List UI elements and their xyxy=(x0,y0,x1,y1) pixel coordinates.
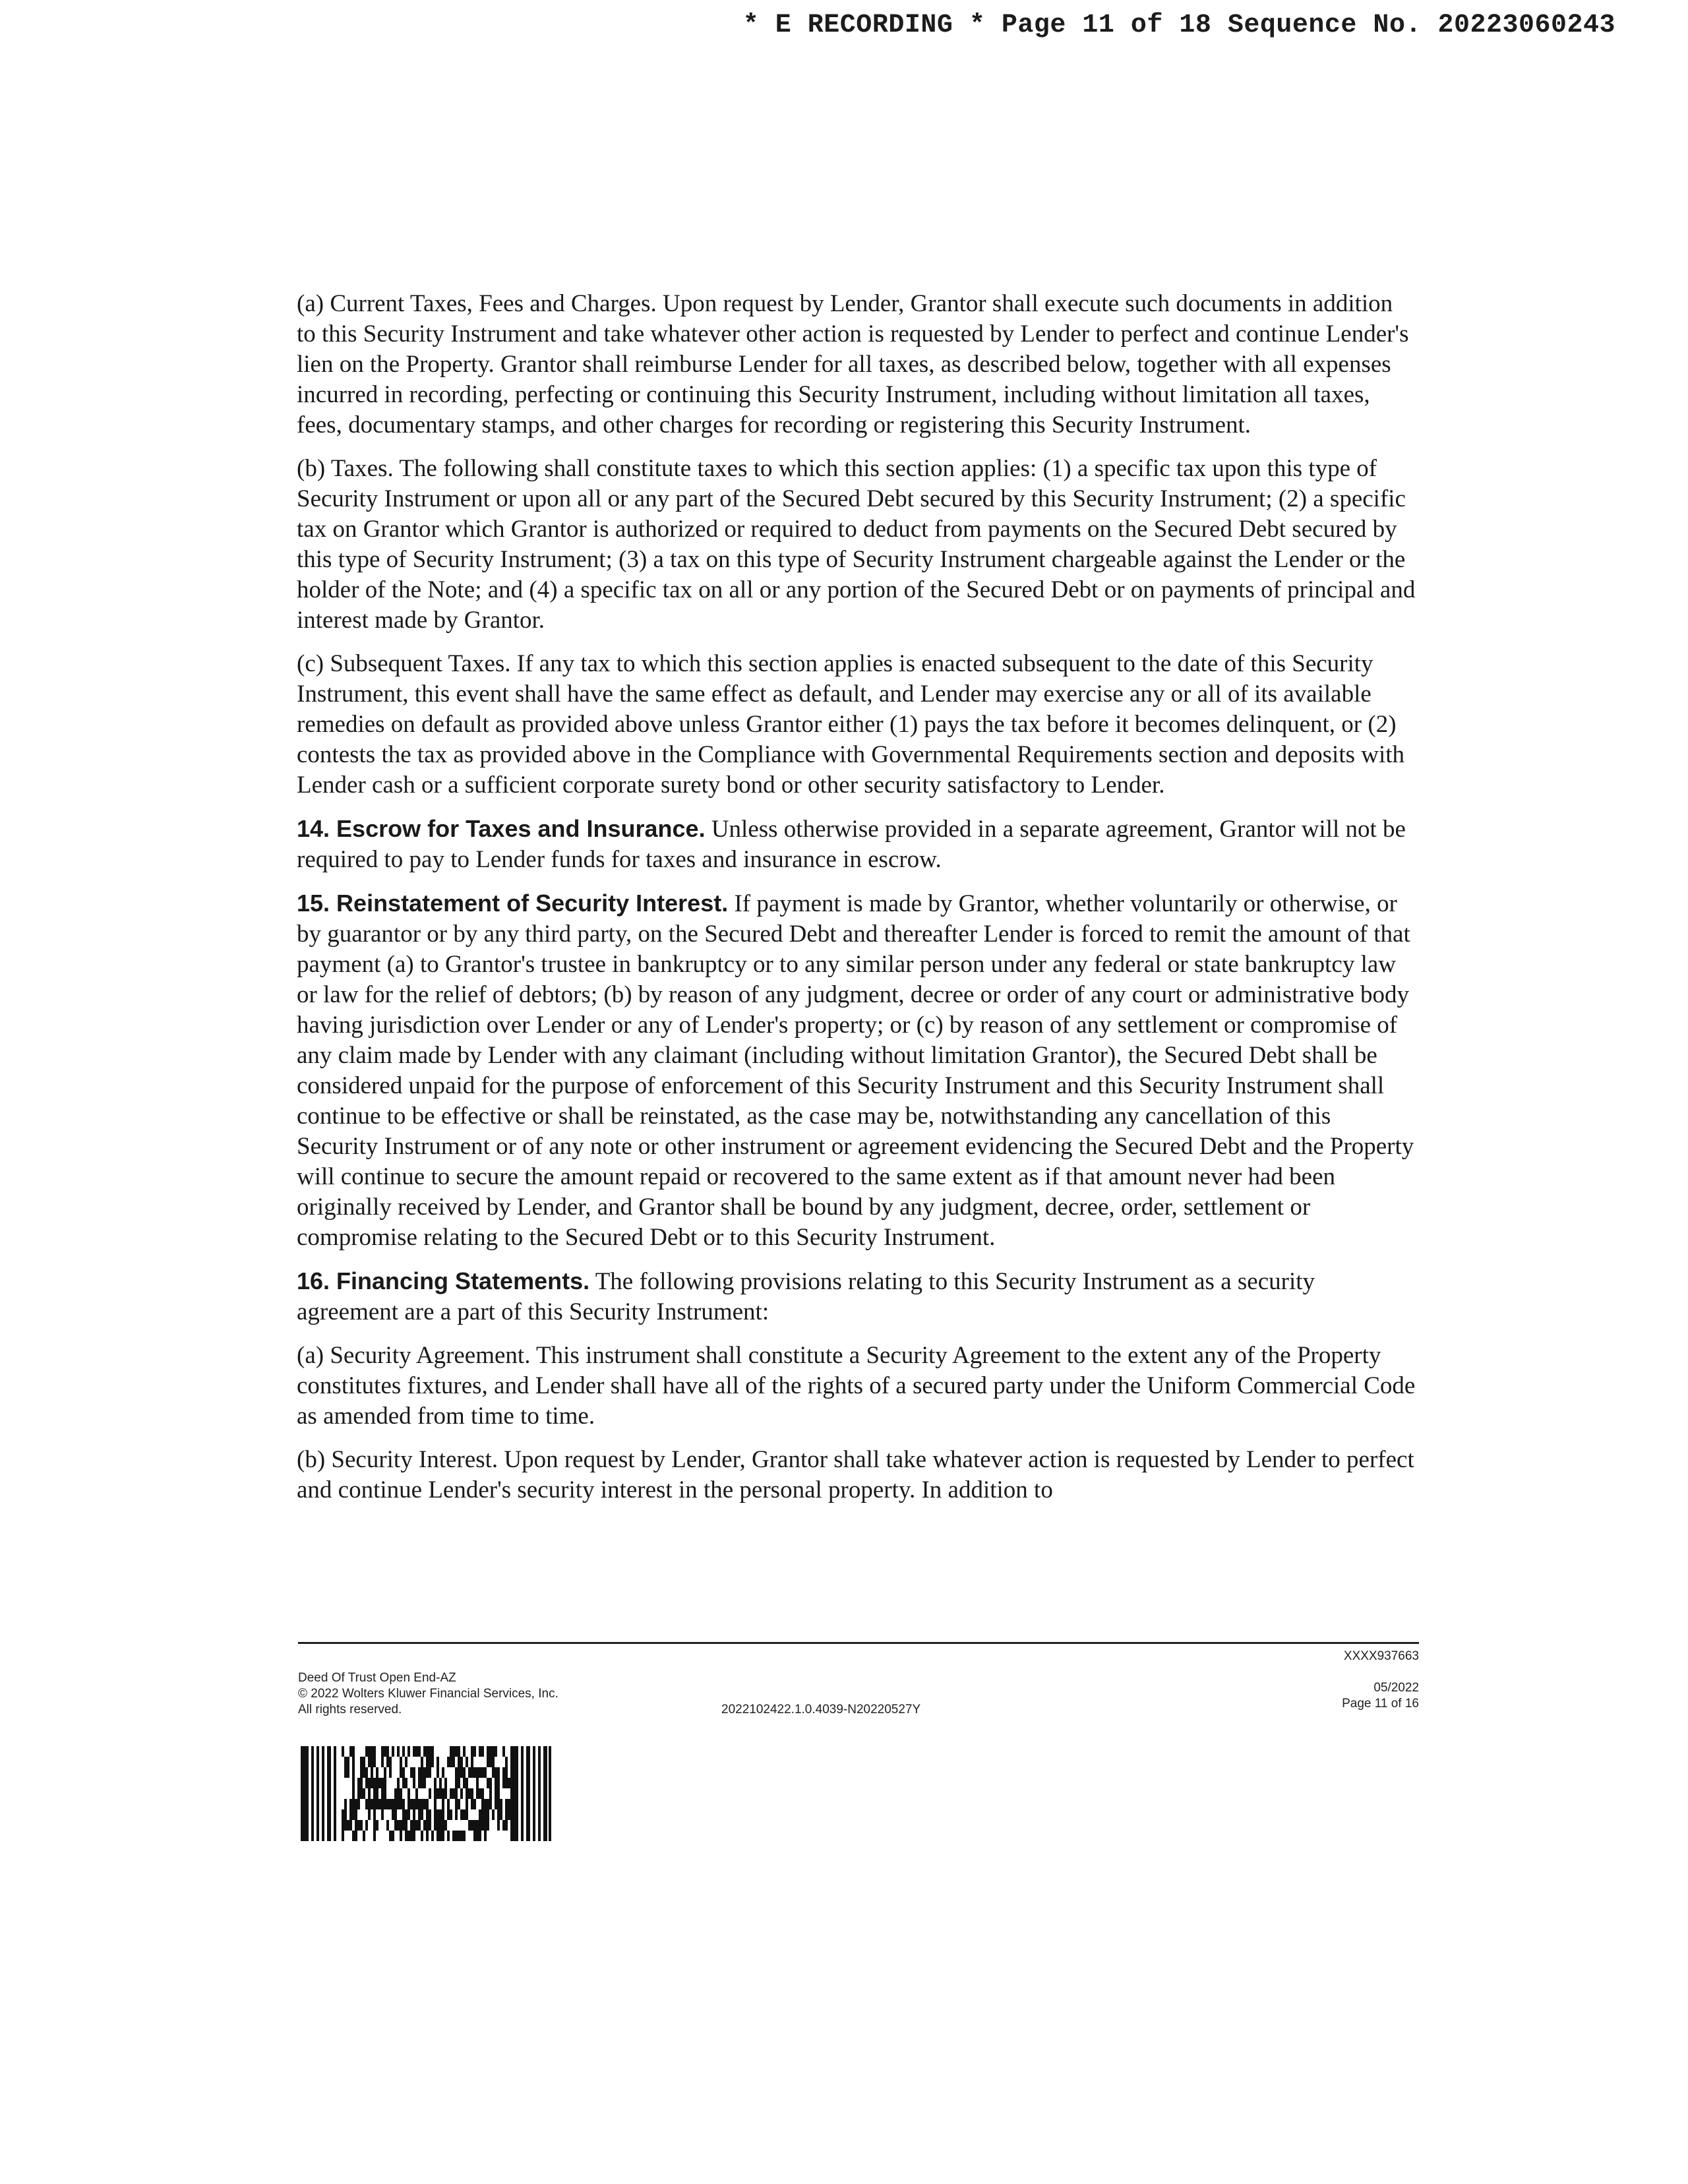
footer-divider xyxy=(298,1642,1419,1644)
document-body xyxy=(297,289,1418,1519)
section-15-title: 15. Reinstatement of Security Interest. xyxy=(297,890,729,917)
section-14-title: 14. Escrow for Taxes and Insurance. xyxy=(297,815,706,842)
pdf417-barcode-icon xyxy=(301,1746,551,1841)
paragraph-security-interest: (b) Security Interest. Upon request by Lender, Grantor shall take whatever action is requested by Lender to perfect and continue Lender's security interest in the personal property. In addition to xyxy=(297,1446,1414,1503)
recording-header: * E RECORDING * Page 11 of 18 Sequence No. 20223060243 xyxy=(742,11,1615,40)
loan-number: XXXX937663 xyxy=(1343,1649,1419,1663)
paragraph-subsequent-taxes: (c) Subsequent Taxes. If any tax to which this section applies is enacted subsequent to the date of this Security Instrument, this event shall have the same effect as default, and Lender may exercise any or all of its available remedies on default as provided above unless Grantor either (1) pays the tax before it becomes delinquent, or (2) contests the tax as provided above in the Compliance with Governmental Requirements section and deposits with Lender cash or a sufficient corporate surety bond or other security satisfactory to Lender. xyxy=(297,650,1405,799)
paragraph-taxes: (b) Taxes. The following shall constitute taxes to which this section applies: (1) a specific tax upon this type of Security Instrument or upon all or any part of the Secured Debt secured by this Security Instrument; (2) a specific tax on Grantor which Grantor is authorized or required to deduct from payments on the Secured Debt secured by this type of Security Instrument; (3) a tax on this type of Security Instrument chargeable against the Lender or the holder of the Note; and (4) a specific tax on all or any portion of the Secured Debt or on payments of principal and interest made by Grantor. xyxy=(297,455,1416,634)
form-name: Deed Of Trust Open End-AZ xyxy=(298,1671,456,1685)
paragraph-security-agreement: (a) Security Agreement. This instrument shall constitute a Security Agreement to the extent any of the Property constitutes fixtures, and Lender shall have all of the rights of a secured party under the Uniform Commercial Code as amended from time to time. xyxy=(297,1342,1416,1430)
footer-right xyxy=(1342,1649,1419,1712)
section-16 xyxy=(297,1266,1418,1327)
copyright: © 2022 Wolters Kluwer Financial Services, Inc. xyxy=(298,1687,558,1701)
form-date: 05/2022 xyxy=(1373,1681,1419,1695)
footer-left xyxy=(298,1670,558,1718)
paragraph-current-taxes: (a) Current Taxes, Fees and Charges. Upon request by Lender, Grantor shall execute such documents in addition to this Security Instrument and take whatever other action is requested by Lender to perfect and continue Lender's lien on the Property. Grantor shall reimburse Lender for all taxes, as described below, together with all expenses incurred in recording, perfecting or continuing this Security Instrument, including without limitation all taxes, fees, documentary stamps, and other charges for recording or registering this Security Instrument. xyxy=(297,290,1409,439)
section-14 xyxy=(297,814,1418,875)
page-number: Page 11 of 16 xyxy=(1342,1697,1419,1711)
rights-reserved: All rights reserved. xyxy=(298,1703,402,1716)
section-16-title: 16. Financing Statements. xyxy=(297,1267,590,1294)
section-15-text: If payment is made by Grantor, whether voluntarily or otherwise, or by guarantor or by any third party, on the Secured Debt and thereafter Lender is forced to remit the amount of that payment (a) to Grantor's trustee in bankruptcy or to any similar person under any federal or state bankruptcy law or law for the relief of debtors; (b) by reason of any judgment, decree or order of any court or administrative body having jurisdiction over Lender or any of Lender's property; or (c) by reason of any settlement or compromise of any claim made by Lender with any claimant (including without limitation Grantor), the Secured Debt shall be considered unpaid for the purpose of enforcement of this Security Instrument and this Security Instrument shall continue to be effective or shall be reinstated, as the case may be, notwithstanding any cancellation of this Security Instrument or of any note or other instrument or agreement evidencing the Secured Debt and the Property will continue to secure the amount repaid or recovered to the same extent as if that amount never had been originally received by Lender, and Grantor shall be bound by any judgment, decree, order, settlement or compromise relating to the Secured Debt or to this Security Instrument. xyxy=(297,890,1414,1251)
section-15 xyxy=(297,888,1418,1253)
section-14-text: Unless otherwise provided in a separate agreement, Grantor will not be required to pay to Lender funds for taxes and insurance in escrow. xyxy=(297,816,1406,873)
section-16-text: The following provisions relating to this Security Instrument as a security agreement are a part of this Security Instrument: xyxy=(297,1268,1315,1325)
form-code: 2022102422.1.0.4039-N20220527Y xyxy=(721,1703,921,1716)
